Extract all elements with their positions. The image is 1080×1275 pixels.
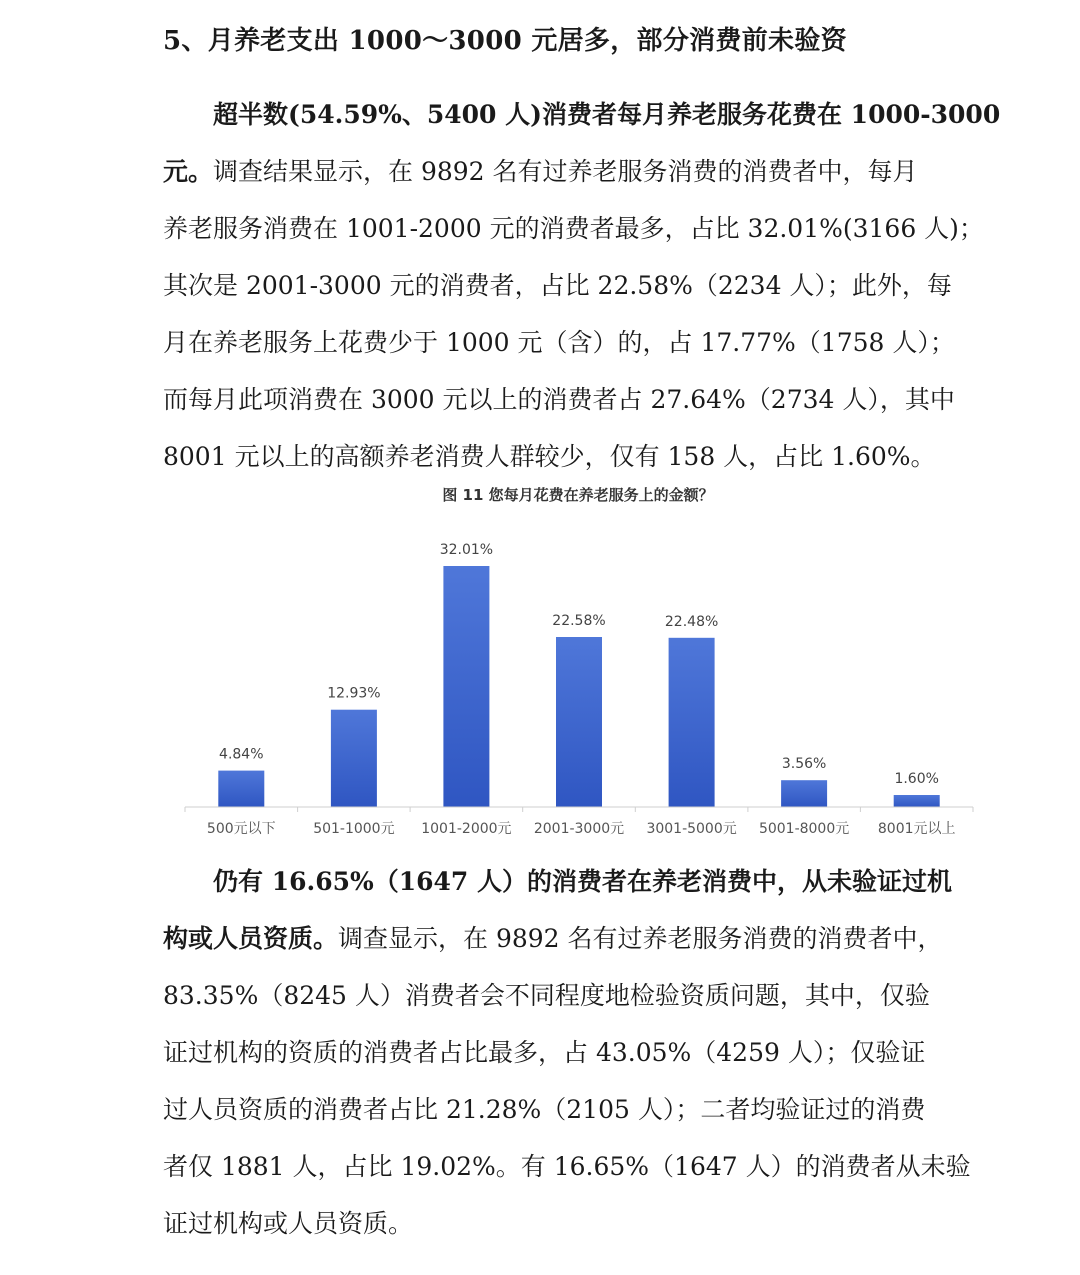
x-tick-label-0: 500元以下 [206,821,276,837]
data-label-5: 3.56% [781,756,827,773]
paragraph-line [163,314,955,371]
chart-canvas [163,484,993,844]
x-tick-label-3: 2001-3000元 [533,821,625,837]
paragraph-line [163,257,952,314]
paragraph-line [163,428,936,485]
paragraph-line [163,1081,926,1138]
bold-lead-sentence: 仍有 16.65%（1647 人）的消费者在养老消费中，从未验证过机 [213,867,953,896]
paragraph-line [163,1195,918,1252]
data-label-4: 22.48% [664,613,719,630]
paragraph-line [163,910,943,967]
x-tick-label-1: 501-1000元 [313,821,395,837]
bar-6 [894,795,940,807]
paragraph-line [163,371,955,428]
x-tick-label-5: 5001-8000元 [758,821,850,837]
text-run: 调查结果显示，在 9892 名有过养老服务消费的消费者中，每月 [213,157,918,186]
x-tick-label-4: 3001-5000元 [646,821,737,837]
text-run: 其次是 2001-3000 元的消费者，占比 22.58%（2234 人）；此外，每 [163,271,952,300]
text-run: 8001 元以上的高额养老消费人群较少，仅有 158 人，占比 1.60%。 [163,442,936,471]
bar-4 [669,638,715,807]
text-run: 证过机构的资质的消费者占比最多，占 43.05%（4259 人）；仅验证 [163,1038,926,1067]
paragraph-line [163,86,1001,143]
bar-0 [218,771,264,807]
text-run: 月在养老服务上花费少于 1000 元（含）的，占 17.77%（1758 人）； [163,328,955,357]
data-label-1: 12.93% [327,685,381,702]
paragraph-line [163,143,918,200]
bold-lead-sentence: 超半数(54.59%、5400 人)消费者每月养老服务花费在 1000-3000 [213,100,1001,129]
bar-1 [331,710,377,807]
text-run: 者仅 1881 人，占比 19.02%。有 16.65%（1647 人）的消费者从未验 [163,1152,971,1181]
bar-chart [163,484,993,844]
text-run: 而每月此项消费在 3000 元以上的消费者占 27.64%（2734 人），其中 [163,385,955,414]
data-label-0: 4.84% [219,746,264,763]
data-label-3: 22.58% [552,613,606,629]
bar-3 [556,637,602,807]
paragraph-line [163,200,984,257]
bar-5 [781,780,827,807]
paragraph-line [163,853,953,910]
paragraph-qualification-check [163,853,971,1252]
text-run: 调查显示，在 9892 名有过养老服务消费的消费者中， [338,924,943,953]
data-label-6: 1.60% [894,771,939,787]
data-label-2: 32.01% [439,542,494,558]
bold-lead-sentence: 构或人员资质。 [163,924,339,953]
text-run: 养老服务消费在 1001-2000 元的消费者最多，占比 32.01%(3166 人)； [163,214,984,243]
paragraph-line [163,1024,926,1081]
chart-title: 图 11 您每月花费在养老服务上的金额？ [442,486,714,504]
text-run: 证过机构或人员资质。 [163,1209,414,1238]
paragraph-monthly-spending [163,86,1001,485]
bar-2 [443,566,489,807]
text-run: 83.35%（8245 人）消费者会不同程度地检验资质问题，其中，仅验 [163,981,930,1010]
bold-lead-sentence: 元。 [163,157,214,186]
section-title: 5、月养老支出 1000～3000 元居多，部分消费前未验资 [163,26,847,56]
x-tick-label-6: 8001元以上 [877,821,956,837]
x-tick-label-2: 1001-2000元 [421,821,512,837]
paragraph-line [163,1138,971,1195]
paragraph-line [163,967,930,1024]
text-run: 过人员资质的消费者占比 21.28%（2105 人）；二者均验证过的消费 [163,1095,926,1124]
